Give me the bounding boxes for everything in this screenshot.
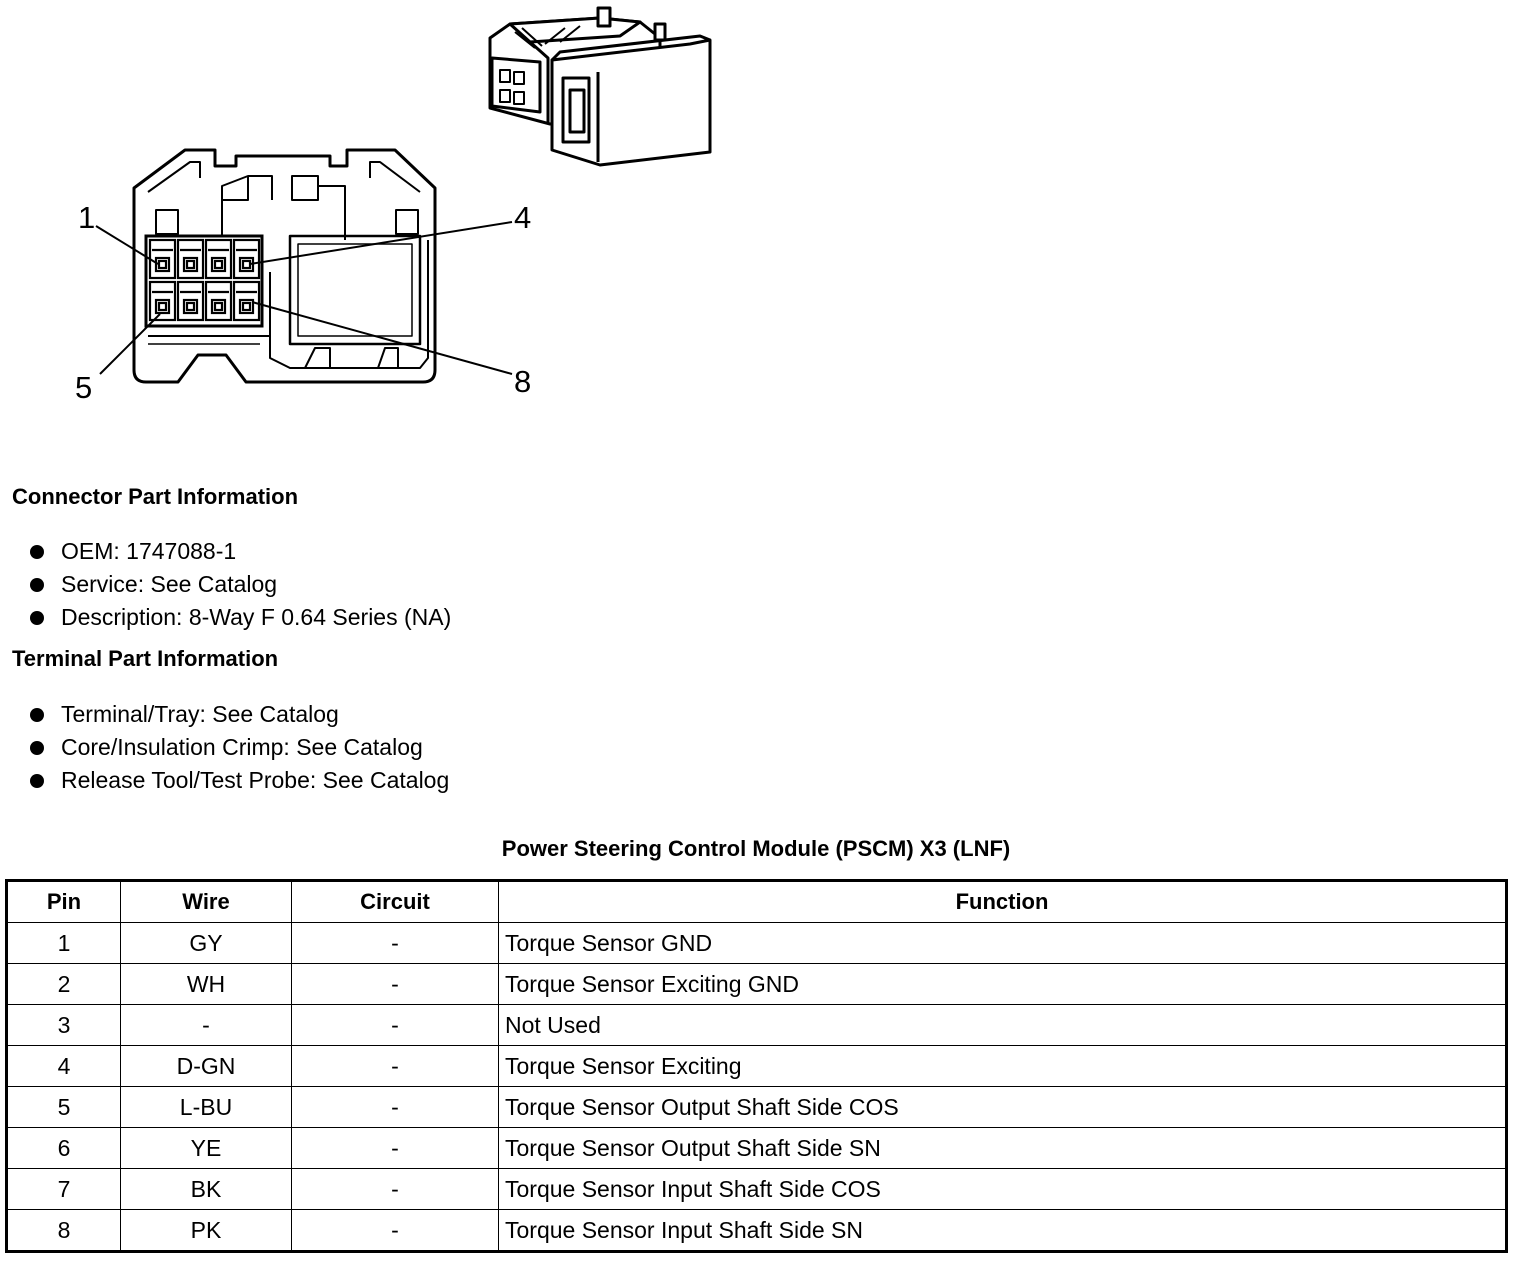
- table-row: [7, 1128, 1507, 1169]
- list-item: [30, 731, 449, 764]
- bullet-icon: [30, 611, 44, 625]
- cell-pin: 8: [7, 1210, 121, 1252]
- cell-wire: WH: [121, 964, 292, 1005]
- list-item: [30, 698, 449, 731]
- bullet-icon: [30, 774, 44, 788]
- pin-cavities: [146, 236, 262, 326]
- cell-circuit: -: [292, 964, 499, 1005]
- terminal-info-heading: Terminal Part Information: [12, 646, 279, 671]
- cell-circuit: -: [292, 1169, 499, 1210]
- cell-pin: 3: [7, 1005, 121, 1046]
- cell-wire: D-GN: [121, 1046, 292, 1087]
- pinout-table: [5, 879, 1508, 1253]
- cell-circuit: -: [292, 1210, 499, 1252]
- cell-function: Torque Sensor Input Shaft Side COS: [499, 1169, 1507, 1210]
- cell-wire: GY: [121, 923, 292, 964]
- connector-info-list: [30, 535, 451, 634]
- list-item: [30, 535, 451, 568]
- cell-pin: 6: [7, 1128, 121, 1169]
- column-header-function: Function: [499, 881, 1507, 923]
- table-header-row: [7, 881, 1507, 923]
- list-item-text: OEM: 1747088-1: [61, 538, 237, 564]
- cell-circuit: -: [292, 1128, 499, 1169]
- cell-function: Not Used: [499, 1005, 1507, 1046]
- column-header-wire: Wire: [121, 881, 292, 923]
- cell-pin: 1: [7, 923, 121, 964]
- cell-wire: BK: [121, 1169, 292, 1210]
- list-item-text: Core/Insulation Crimp: See Catalog: [61, 734, 423, 760]
- cell-circuit: -: [292, 1005, 499, 1046]
- cell-function: Torque Sensor Exciting GND: [499, 964, 1507, 1005]
- bullet-icon: [30, 578, 44, 592]
- bullet-icon: [30, 708, 44, 722]
- list-item-text: Terminal/Tray: See Catalog: [61, 701, 339, 727]
- table-row: [7, 1087, 1507, 1128]
- cell-function: Torque Sensor Output Shaft Side COS: [499, 1087, 1507, 1128]
- list-item-text: Release Tool/Test Probe: See Catalog: [61, 767, 450, 793]
- table-row: [7, 923, 1507, 964]
- cell-wire: L-BU: [121, 1087, 292, 1128]
- cell-function: Torque Sensor Exciting: [499, 1046, 1507, 1087]
- pin-label-4: 4: [514, 200, 532, 235]
- connector-diagram: [0, 0, 760, 420]
- pin-label-1: 1: [78, 200, 96, 235]
- list-item-text: Description: 8-Way F 0.64 Series (NA): [61, 604, 452, 630]
- cell-pin: 7: [7, 1169, 121, 1210]
- list-item: [30, 601, 451, 634]
- cell-circuit: -: [292, 1046, 499, 1087]
- cell-function: Torque Sensor GND: [499, 923, 1507, 964]
- connector-info-heading: Connector Part Information: [12, 484, 299, 509]
- cell-circuit: -: [292, 923, 499, 964]
- cell-circuit: -: [292, 1087, 499, 1128]
- column-header-pin: Pin: [7, 881, 121, 923]
- table-row: [7, 1169, 1507, 1210]
- pin-label-8: 8: [514, 364, 532, 399]
- bullet-icon: [30, 741, 44, 755]
- terminal-info-list: [30, 698, 449, 797]
- cell-pin: 5: [7, 1087, 121, 1128]
- table-row: [7, 964, 1507, 1005]
- connector-3d-illustration: [490, 8, 710, 165]
- pin-label-5: 5: [75, 370, 93, 405]
- cell-wire: YE: [121, 1128, 292, 1169]
- table-row: [7, 1005, 1507, 1046]
- list-item: [30, 568, 451, 601]
- cell-pin: 4: [7, 1046, 121, 1087]
- bullet-icon: [30, 545, 44, 559]
- table-row: [7, 1046, 1507, 1087]
- table-title: Power Steering Control Module (PSCM) X3 (LNF): [501, 836, 1011, 861]
- column-header-circuit: Circuit: [292, 881, 499, 923]
- cell-pin: 2: [7, 964, 121, 1005]
- list-item: [30, 764, 449, 797]
- cell-function: Torque Sensor Input Shaft Side SN: [499, 1210, 1507, 1252]
- cell-wire: PK: [121, 1210, 292, 1252]
- list-item-text: Service: See Catalog: [61, 571, 278, 597]
- table-row: [7, 1210, 1507, 1252]
- cell-wire: -: [121, 1005, 292, 1046]
- cell-function: Torque Sensor Output Shaft Side SN: [499, 1128, 1507, 1169]
